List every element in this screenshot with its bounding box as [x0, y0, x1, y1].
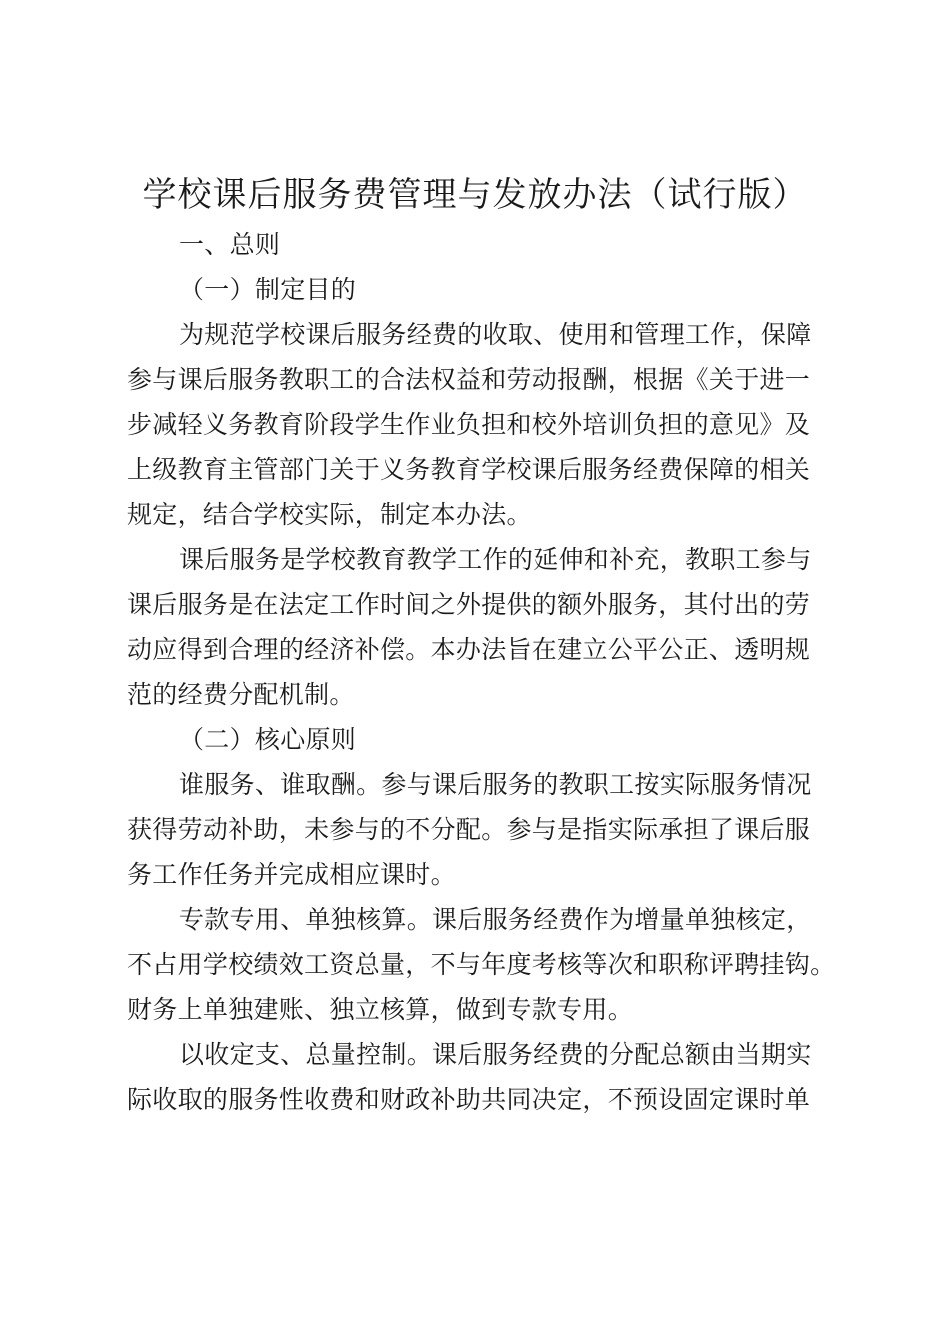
- paragraph-line: 为规范学校课后服务经费的收取、使用和管理工作，保障: [179, 320, 812, 349]
- paragraph-line: 专款专用、单独核算。课后服务经费作为增量单独核定，: [179, 905, 812, 934]
- paragraph-line: 上级教育主管部门关于义务教育学校课后服务经费保障的相关: [127, 455, 811, 484]
- document-title: 学校课后服务费管理与发放办法（试行版）: [142, 175, 808, 215]
- paragraph-line: 不占用学校绩效工资总量，不与年度考核等次和职称评聘挂钩。: [127, 950, 836, 979]
- paragraph-line: 规定，结合学校实际，制定本办法。: [127, 500, 532, 529]
- section-heading: 一、总则: [179, 230, 281, 259]
- paragraph-line: 以收定支、总量控制。课后服务经费的分配总额由当期实: [179, 1040, 812, 1069]
- subsection-heading: （一）制定目的: [179, 275, 357, 304]
- paragraph-line: 范的经费分配机制。: [127, 680, 355, 709]
- paragraph-line: 课后服务是学校教育教学工作的延伸和补充，教职工参与: [179, 545, 812, 574]
- paragraph-line: 课后服务是在法定工作时间之外提供的额外服务，其付出的劳: [127, 590, 811, 619]
- subsection-heading: （二）核心原则: [179, 725, 357, 754]
- document-body: [127, 222, 836, 1122]
- paragraph-line: 步减轻义务教育阶段学生作业负担和校外培训负担的意见》及: [127, 410, 811, 439]
- paragraph-line: 动应得到合理的经济补偿。本办法旨在建立公平公正、透明规: [127, 635, 811, 664]
- paragraph-line: 际收取的服务性收费和财政补助共同决定，不预设固定课时单: [127, 1085, 811, 1114]
- paragraph-line: 谁服务、谁取酬。参与课后服务的教职工按实际服务情况: [179, 770, 812, 799]
- paragraph-line: 务工作任务并完成相应课时。: [127, 860, 456, 889]
- paragraph-line: 获得劳动补助，未参与的不分配。参与是指实际承担了课后服: [127, 815, 811, 844]
- paragraph-line: 财务上单独建账、独立核算，做到专款专用。: [127, 995, 634, 1024]
- paragraph-line: 参与课后服务教职工的合法权益和劳动报酬，根据《关于进一: [127, 365, 811, 394]
